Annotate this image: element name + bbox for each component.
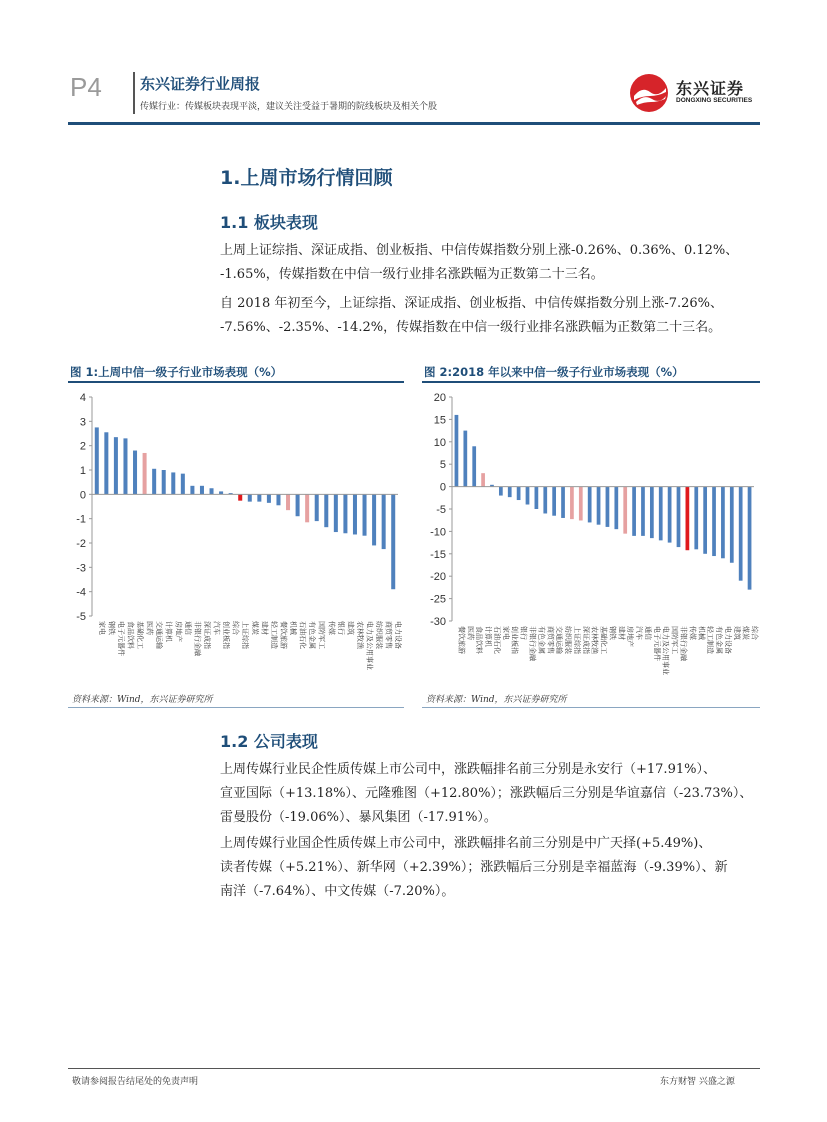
logo-text-cn: 东兴证券 (676, 79, 745, 98)
category-label (466, 626, 475, 640)
text-line: 上周上证综指、深证成指、创业板指、中信传媒指数分别上涨-0.26%、0.36%、0.12%、 (220, 243, 739, 258)
bar (588, 487, 592, 523)
category-label (724, 626, 733, 654)
y-tick-label: 0 (79, 489, 86, 502)
bar (712, 487, 716, 556)
category-text: 石油石化 (298, 621, 307, 649)
bar (677, 487, 681, 547)
logo-text-en: DONGXING SECURITIES (676, 97, 753, 104)
category-label (260, 621, 269, 635)
y-tick-label: 2 (79, 440, 86, 453)
category-label (222, 621, 231, 649)
category-text: 交通运输 (155, 621, 164, 649)
category-label (385, 621, 394, 649)
category-text: 计算机 (484, 626, 493, 647)
category-label (251, 621, 260, 635)
category-text: 家电 (501, 626, 510, 640)
text-line: 南洋（-7.64%）、中文传媒（-7.20%）。 (220, 884, 455, 899)
bar (315, 494, 319, 521)
bar (570, 487, 574, 520)
category-text: 商贸零售 (384, 621, 393, 649)
bar (391, 494, 395, 589)
y-tick-label: 5 (439, 459, 446, 472)
category-text: 建筑 (346, 621, 355, 635)
category-text: 综合 (750, 626, 759, 640)
text-line: 上周传媒行业民企性质传媒上市公司中，涨跌幅排名前三分别是永安行（+17.91%）、 (220, 762, 716, 777)
category-text: 银行 (336, 621, 345, 635)
category-label (107, 621, 116, 635)
category-text: 交通运输 (555, 626, 564, 654)
category-text: 综合 (231, 621, 240, 635)
bar (143, 453, 147, 494)
category-label (213, 621, 222, 635)
category-label (475, 626, 484, 654)
y-tick-label: -5 (76, 611, 86, 623)
category-text: 农林牧渔 (590, 626, 599, 654)
category-text: 煤炭 (250, 621, 259, 635)
category-text: 有色金属 (537, 626, 546, 654)
category-label (671, 626, 680, 654)
bar (463, 431, 467, 487)
bar (481, 473, 485, 486)
sector-paragraph-1 (220, 239, 760, 287)
category-text: 电力及公用事业 (365, 621, 374, 670)
category-text: 家电 (97, 621, 106, 635)
category-text: 机械 (289, 621, 298, 635)
bar (597, 487, 601, 525)
bar (579, 487, 583, 521)
bar (632, 487, 636, 536)
category-text: 创业板指 (222, 621, 231, 649)
bar (650, 487, 654, 539)
category-label (529, 626, 538, 662)
category-label (241, 621, 250, 649)
category-label (174, 621, 183, 642)
y-tick-label: -30 (430, 616, 446, 628)
category-label (493, 626, 502, 654)
category-label (279, 621, 288, 649)
category-text: 电子元器件 (116, 621, 125, 656)
category-text: 农林牧渔 (355, 621, 364, 649)
company-paragraph-1 (220, 758, 760, 830)
company-paragraph-2 (220, 832, 760, 904)
bar (748, 487, 752, 590)
y-tick-label: 1 (79, 465, 86, 477)
text-line: -1.65%，传媒指数在中信一级行业排名涨跌幅为正数第二十三名。 (220, 267, 604, 282)
category-text: 创业板指 (510, 626, 519, 654)
category-label (356, 621, 365, 649)
bar (152, 469, 156, 495)
category-text: 有色金属 (715, 626, 724, 654)
category-text: 石油石化 (492, 626, 501, 654)
text-line: -7.56%、-2.35%、-14.2%，传媒指数在中信一级行业排名涨跌幅为正数第二十三名。 (220, 320, 722, 335)
category-text: 电力及公用事业 (661, 626, 670, 675)
disclaimer-note: 敬请参阅报告结尾处的免责声明 (72, 1077, 199, 1087)
category-text: 商贸零售 (546, 626, 555, 654)
category-label (697, 626, 706, 640)
category-label (608, 626, 617, 640)
category-text: 食品饮料 (126, 621, 135, 649)
bar (133, 451, 137, 495)
y-tick-label: -25 (430, 593, 446, 606)
section-heading: 1.上周市场行情回顾 (220, 167, 393, 189)
bar (257, 494, 261, 501)
category-text: 国防军工 (317, 621, 326, 649)
category-label (626, 626, 635, 647)
bar (353, 494, 357, 534)
header-rule (68, 122, 760, 125)
category-text: 餐饮旅游 (457, 626, 466, 654)
category-label (706, 626, 715, 654)
category-text: 电子元器件 (652, 626, 661, 661)
bar (455, 415, 459, 487)
category-text: 通信 (183, 621, 192, 635)
category-text: 汽车 (212, 621, 221, 635)
category-text: 基础化工 (599, 626, 608, 654)
bar (499, 487, 503, 496)
bar (200, 486, 204, 495)
logo-icon (628, 72, 672, 114)
y-tick-label: 4 (79, 392, 86, 404)
category-text: 房地产 (174, 621, 183, 642)
y-tick-label: 20 (433, 392, 446, 404)
category-label (375, 621, 384, 649)
category-label (270, 621, 279, 649)
category-label (232, 621, 241, 635)
y-tick-label: 15 (433, 414, 446, 427)
category-label (299, 621, 308, 649)
category-label (117, 621, 126, 656)
category-text: 上证综指 (572, 626, 581, 654)
bar (721, 487, 725, 559)
category-text: 房地产 (626, 626, 635, 647)
category-text: 钢铁 (608, 626, 617, 640)
bar (641, 487, 645, 536)
category-label (680, 626, 689, 662)
bar (248, 494, 252, 501)
bar (472, 446, 476, 486)
bar (606, 487, 610, 527)
category-text: 钢铁 (107, 621, 116, 635)
category-label (136, 621, 145, 649)
bar (535, 487, 539, 509)
text-line: 上周传媒行业国企性质传媒上市公司中，涨跌幅排名前三分别是中广天择(+5.49%)、 (220, 836, 712, 851)
figure-1-title: 图 1:上周中信一级子行业市场表现（%） (70, 365, 283, 379)
category-label (337, 621, 346, 635)
bar (659, 487, 663, 541)
category-text: 机械 (697, 626, 706, 640)
category-text: 有色金属 (308, 621, 317, 649)
category-text: 深证成指 (581, 626, 590, 654)
category-text: 传媒 (327, 621, 336, 635)
bar (686, 487, 690, 551)
bar (517, 487, 521, 500)
bar (276, 494, 280, 505)
company-slogan: 东方财智 兴盛之源 (660, 1077, 735, 1087)
category-label (308, 621, 317, 649)
category-label (617, 626, 626, 640)
category-text: 通信 (643, 626, 652, 640)
y-tick-label: -1 (76, 513, 86, 526)
category-label (155, 621, 164, 649)
category-text: 非银行金融 (193, 621, 202, 656)
category-label (502, 626, 511, 640)
category-text: 医药 (145, 621, 154, 635)
subsection-heading-sector: 1.1 板块表现 (220, 213, 318, 232)
text-line: 自 2018 年初至今，上证综指、深证成指、创业板指、中信传媒指数分别上涨-7.26%、 (220, 296, 724, 311)
category-text: 国防军工 (670, 626, 679, 654)
bar (623, 487, 627, 534)
category-label (573, 626, 582, 654)
category-label (511, 626, 520, 654)
category-text: 建材 (260, 621, 269, 635)
category-label (146, 621, 155, 635)
bar (210, 488, 214, 494)
y-tick-label: -2 (76, 538, 86, 550)
category-label (644, 626, 653, 640)
y-tick-label: 0 (439, 481, 446, 494)
bar (95, 427, 99, 494)
bar (543, 487, 547, 514)
footer-rule (68, 1068, 760, 1069)
category-label (635, 626, 644, 640)
y-tick-label: 10 (433, 436, 446, 449)
bar (296, 494, 300, 516)
category-label (193, 621, 202, 657)
bar (324, 494, 328, 527)
category-text: 煤炭 (741, 626, 750, 640)
figure-2-chart (422, 385, 760, 685)
y-tick-label: -10 (430, 526, 446, 539)
y-tick-label: -15 (430, 548, 446, 561)
category-label (318, 621, 327, 649)
bar (267, 494, 271, 503)
subsection-heading-company: 1.2 公司表现 (220, 732, 318, 751)
category-label (751, 626, 760, 640)
text-line: 雷曼股份（-19.06%）、暴风集团（-17.91%）。 (220, 810, 497, 825)
bar (123, 438, 127, 494)
category-text: 轻工制造 (706, 626, 715, 654)
figure-2-rule (422, 381, 760, 383)
category-text: 电力设备 (723, 626, 732, 654)
category-label (98, 621, 107, 635)
category-label (582, 626, 591, 654)
category-label (742, 626, 751, 640)
bar (181, 474, 185, 495)
category-text: 食品饮料 (475, 626, 484, 654)
category-label (564, 626, 573, 654)
category-label (289, 621, 298, 635)
category-label (520, 626, 529, 640)
bar (614, 487, 618, 530)
category-text: 非银行金融 (679, 626, 688, 661)
bar (286, 494, 290, 510)
category-text: 建筑 (732, 626, 741, 640)
category-label (346, 621, 355, 635)
bar (508, 487, 512, 498)
category-label (688, 626, 697, 640)
header-divider (133, 72, 135, 114)
category-label (555, 626, 564, 654)
bar (238, 494, 242, 500)
bar (162, 470, 166, 494)
bar (372, 494, 376, 545)
bar (334, 494, 338, 532)
category-label (184, 621, 193, 635)
category-text: 传媒 (688, 626, 697, 640)
figure-1-source: 资料来源：Wind，东兴证券研究所 (72, 695, 213, 705)
category-text: 汽车 (635, 626, 644, 640)
category-text: 电力设备 (394, 621, 403, 649)
category-text: 计算机 (164, 621, 173, 642)
company-logo (628, 72, 758, 114)
bar (668, 487, 672, 543)
bar (382, 494, 386, 549)
figure-2-source: 资料来源：Wind，东兴证券研究所 (426, 695, 567, 705)
category-label (126, 621, 135, 649)
bar (343, 494, 347, 533)
category-text: 餐饮旅游 (279, 621, 288, 649)
y-tick-label: -4 (76, 586, 86, 599)
category-label (662, 626, 671, 675)
bar (526, 487, 530, 505)
bar (190, 486, 194, 495)
category-label (203, 621, 212, 649)
category-text: 纺织服装 (564, 626, 573, 654)
bar (561, 487, 565, 518)
y-tick-label: -3 (76, 562, 86, 575)
bar (703, 487, 707, 554)
category-label (715, 626, 724, 654)
bar (363, 494, 367, 535)
category-label (733, 626, 742, 640)
sector-paragraph-2 (220, 292, 760, 340)
category-label (600, 626, 609, 654)
category-text: 银行 (519, 626, 528, 640)
figure-1-rule (68, 381, 404, 383)
y-tick-label: -20 (430, 571, 446, 584)
bar (305, 494, 309, 522)
category-label (546, 626, 555, 654)
category-text: 基础化工 (136, 621, 145, 649)
category-label (366, 621, 375, 670)
bar (730, 487, 734, 563)
category-label (653, 626, 662, 661)
y-tick-label: 3 (79, 416, 86, 429)
text-line: 读者传媒（+5.21%）、新华网（+2.39%）；涨跌幅后三分别是幸福蓝海（-9.39%）、新 (220, 860, 728, 875)
y-tick-label: -5 (436, 504, 446, 516)
text-line: 宣亚国际（+13.18%）、元隆雅图（+12.80%）；涨跌幅后三分别是华谊嘉信（-23.73%）、 (220, 786, 753, 801)
category-label (165, 621, 174, 642)
bar (171, 472, 175, 494)
category-text: 纺织服装 (375, 621, 384, 649)
bar (694, 487, 698, 550)
figure-2-bottom-rule (422, 707, 760, 708)
category-text: 轻工制造 (269, 621, 278, 649)
figure-2-title: 图 2:2018 年以来中信一级子行业市场表现（%） (424, 365, 684, 379)
bar (104, 432, 108, 494)
page-number: P4 (70, 72, 102, 102)
bar (552, 487, 556, 516)
category-label (327, 621, 336, 635)
category-text: 医药 (466, 626, 475, 640)
category-label (484, 626, 493, 647)
category-text: 建材 (617, 626, 626, 640)
category-label (591, 626, 600, 654)
bar (114, 437, 118, 494)
bar (739, 487, 743, 581)
figure-1-bottom-rule (68, 707, 404, 708)
category-text: 上证综指 (241, 621, 250, 649)
figure-1-chart (68, 385, 404, 685)
category-label (537, 626, 546, 654)
report-title: 东兴证券行业周报 (140, 75, 261, 93)
category-label (457, 626, 466, 654)
category-text: 深证成指 (202, 621, 211, 649)
report-subtitle: 传媒行业：传媒板块表现平淡，建议关注受益于暑期的院线板块及相关个股 (140, 102, 438, 112)
category-text: 非银行金融 (528, 626, 537, 661)
category-label (394, 621, 403, 649)
